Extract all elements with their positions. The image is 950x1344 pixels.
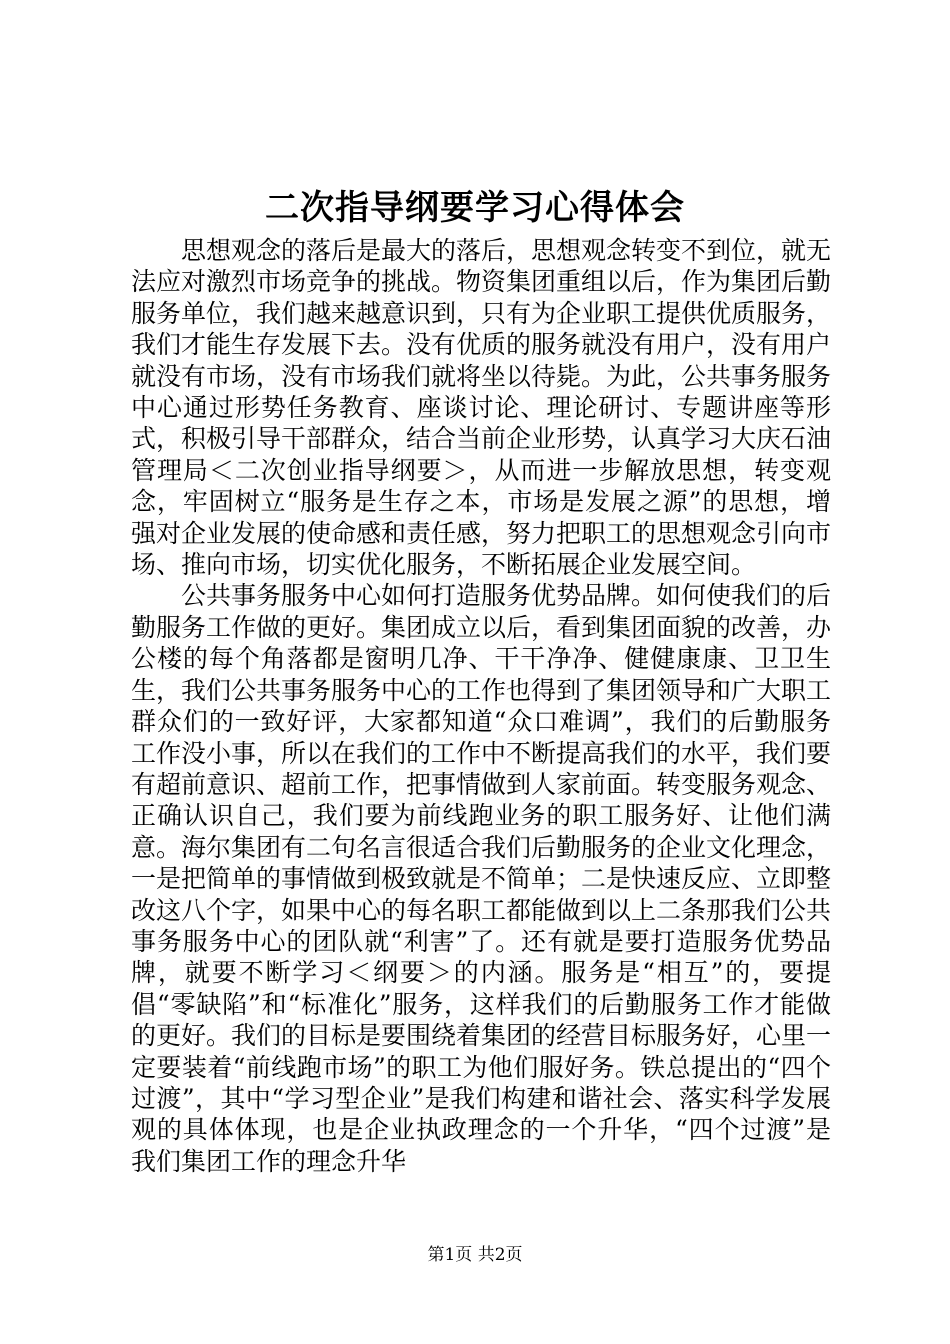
document-title: 二次指导纲要学习心得体会 bbox=[265, 188, 685, 228]
paragraph-2: 公共事务服务中心如何打造服务优势品牌。如何使我们的后勤服务工作做的更好。集团成立以后，看到集团面貌的改善，办公楼的每个角落都是窗明几净、干干净净、健健康康、卫卫生生，我们公共事务服务中心的工作也得到了集团领导和广大职工群众们的一致好评，大家都知道“众口难调”，我们的后勤服务工作没小事，所以在我们的工作中不断提高我们的水平，我们要有超前意识、超前工作，把事情做到人家前面。转变服务观念、正确认识自己，我们要为前线跑业务的职工服务好、让他们满意。海尔集团有二句名言很适合我们后勤服务的企业文化理念，一是把简单的事情做到极致就是不简单；二是快速反应、立即整改这八个字，如果中心的每名职工都能做到以上二条那我们公共事务服务中心的团队就“利害”了。还有就是要打造服务优势品牌，就要不断学习＜纲要＞的内涵。服务是“相互”的，要提倡“零缺陷”和“标准化”服务，这样我们的后勤服务工作才能做的更好。我们的目标是要围绕着集团的经营目标服务好，心里一定要装着“前线跑市场”的职工为他们服好务。铁总提出的“四个过渡”，其中“学习型企业”是我们构建和谐社会、落实科学发展观的具体体现，也是企业执政理念的一个升华，“四个过渡”是我们集团工作的理念升华 bbox=[131, 581, 832, 1176]
paragraph-1: 思想观念的落后是最大的落后，思想观念转变不到位，就无法应对激烈市场竞争的挑战。物资集团重组以后，作为集团后勤服务单位，我们越来越意识到，只有为企业职工提供优质服务，我们才能生存发展下去。没有优质的服务就没有用户，没有用户就没有市场，没有市场我们就将坐以待毙。为此，公共事务服务中心通过形势任务教育、座谈讨论、理论研讨、专题讲座等形式，积极引导干部群众，结合当前企业形势，认真学习大庆石油管理局＜二次创业指导纲要＞，从而进一步解放思想，转变观念，牢固树立“服务是生存之本，市场是发展之源”的思想，增强对企业发展的使命感和责任感，努力把职工的思想观念引向市场、推向市场，切实优化服务，不断拓展企业发展空间。 bbox=[131, 236, 832, 580]
document-body bbox=[131, 235, 831, 1177]
page-number-footer: 第1页 共2页 bbox=[427, 1245, 523, 1265]
